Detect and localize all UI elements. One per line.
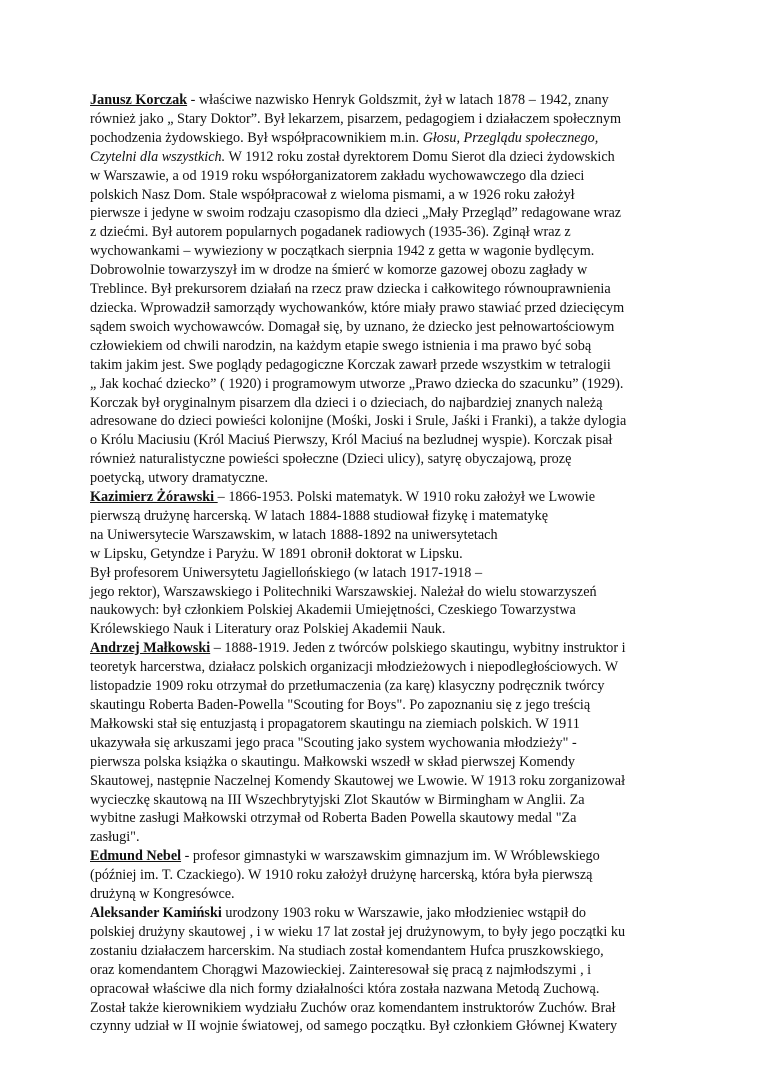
text-line: zostaniu działaczem harcerskim. Na studiach został komendantem Hufca pruszkowskiego,	[90, 942, 604, 959]
text-line: również jako „ Stary Doktor”. Był lekarzem, pisarzem, pedagogiem i działaczem społecznym	[90, 110, 622, 127]
document-page	[90, 91, 672, 1036]
text-line: skautingu Roberta Baden-Powella "Scouting for Boys". Po zapoznaniu się z jego treścią	[90, 697, 591, 713]
text-run: - profesor gimnastyki w warszawskim gimnazjum im. W Wróblewskiego	[181, 848, 600, 865]
text-line	[90, 847, 672, 866]
text-line: wychowankami – wywieziony w początkach sierpnia 1942 z getta w wagonie bydlęcym.	[90, 243, 595, 260]
text-line: wybitne zasługi Małkowski otrzymał od Roberta Baden Powella skautowy medal "Za	[90, 810, 577, 827]
text-line: (później im. T. Czackiego). W 1910 roku założył drużynę harcerską, która była pierwszą	[90, 867, 593, 884]
text-line: Królewskiego Nauk i Literatury oraz Polskiej Akademii Nauk.	[90, 621, 446, 638]
person-name-malkowski: Andrzej Małkowski	[90, 640, 211, 657]
paragraph-kaminski	[90, 904, 672, 1036]
person-name-kaminski: Aleksander Kamiński	[90, 904, 222, 921]
text-line: polskiej drużyny skautowej , i w wieku 17 lat został jej drużynowym, to były jego początki ku	[90, 923, 626, 940]
text-line	[90, 488, 672, 507]
text-line: naukowych: był członkiem Polskiej Akademii Umiejętności, Czeskiego Towarzystwa	[90, 602, 576, 619]
text-line	[90, 91, 672, 110]
text-run: – 1866-1953. Polski matematyk. W 1910 roku założył we Lwowie	[217, 489, 596, 506]
text-line	[90, 129, 672, 148]
text-line: dziecka. Wprowadził samorządy wychowanków, które miały prawo stawiać przed dziecięcym	[90, 299, 625, 316]
paragraph-nebel	[90, 847, 672, 904]
text-run: urodzony 1903 roku w Warszawie, jako młodzieniec wstąpił do	[221, 904, 587, 921]
text-line: pierwsza polska książka o skautingu. Małkowski wszedł w skład pierwszej Komendy	[90, 753, 576, 770]
text-line: polskich Nasz Dom. Stale współpracował z wieloma pismami, a w 1926 roku założył	[90, 186, 575, 203]
paragraph-malkowski	[90, 639, 672, 847]
text-line: oraz komendantem Chorągwi Mazowieckiej. Zainteresował się pracą z najmłodszymi , i	[90, 961, 592, 978]
text-run: W 1912 roku został dyrektorem Domu Sierot dla dzieci żydowskich	[225, 148, 615, 165]
text-line: wycieczkę skautową na III Wszechbrytyjski Zlot Skautów w Birmingham w Anglii. Za	[90, 791, 585, 808]
text-line: ukazywała się arkuszami jego praca "Scouting jako system wychowania młodzieży" -	[90, 734, 577, 751]
text-line: poetycką, utwory dramatyczne.	[90, 470, 269, 487]
paragraph-korczak	[90, 91, 672, 488]
text-line: w Warszawie, a od 1919 roku współorganizatorem zakładu wychowawczego dla dzieci	[90, 167, 585, 184]
text-line: w Lipsku, Getyndze i Paryżu. W 1891 obronił doktorat w Lipsku.	[90, 545, 463, 562]
text-line: opracował właściwe dla nich formy działalności która została nazwana Metodą Zuchową.	[90, 980, 600, 997]
text-line: Był profesorem Uniwersytetu Jagiellońskiego (w latach 1917-1918 –	[90, 564, 483, 581]
text-line: drużyną w Kongresówce.	[90, 886, 235, 903]
text-line: Skautowej, następnie Naczelnej Komendy Skautowej we Lwowie. W 1913 roku zorganizował	[90, 772, 626, 789]
text-line: z dziećmi. Był autorem popularnych pogadanek radiowych (1935-36). Zginął wraz z	[90, 224, 571, 241]
text-line: listopadzie 1909 roku otrzymał do przetłumaczenia (za karę) klasyczny podręcznik twórcy	[90, 678, 605, 695]
text-line: teoretyk harcerstwa, działacz polskich organizacji młodzieżowych i niepodległościowych. W	[90, 659, 619, 676]
text-line: takim jakim jest. Swe poglądy pedagogiczne Korczak zawarł przede wszystkim w tetralogii	[90, 356, 611, 373]
text-line: Dobrowolnie towarzyszył im w drodze na śmierć w komorze gazowej obozu zagłady w	[90, 262, 588, 279]
text-line: na Uniwersytecie Warszawskim, w latach 1888-1892 na uniwersytetach	[90, 526, 498, 543]
text-run: - właściwe nazwisko Henryk Goldszmit, żył w latach 1878 – 1942, znany	[187, 92, 609, 108]
text-line	[90, 639, 672, 658]
person-name-nebel: Edmund Nebel	[90, 848, 182, 865]
text-run: – 1888-1919. Jeden z twórców polskiego skautingu, wybitny instruktor i	[210, 640, 626, 657]
person-name-zorawski: Kazimierz Żórawski	[90, 489, 218, 506]
text-line: o Królu Maciusiu (Król Maciuś Pierwszy, Król Maciuś na bezludnej wyspie). Korczak pisał	[90, 432, 613, 449]
text-line: również naturalistyczne powieści społeczne (Dzieci ulicy), satyrę obyczajową, prozę	[90, 451, 572, 468]
italic-titles: Czytelni dla wszystkich.	[90, 148, 226, 165]
text-line	[90, 904, 672, 923]
italic-titles: Głosu, Przeglądu społecznego,	[422, 129, 599, 146]
text-line: Korczak był oryginalnym pisarzem dla dzieci i o dzieciach, do najbardziej znanych należą	[90, 394, 603, 411]
text-line: pierwsze i jedyne w swoim rodzaju czasopismo dla dzieci „Mały Przegląd” redagowane wraz	[90, 205, 622, 222]
text-line: „ Jak kochać dziecko” ( 1920) i programowym utworze „Prawo dziecka do szacunku” (1929).	[90, 375, 624, 392]
text-line: Został także kierownikiem wydziału Zuchów oraz komendantem instruktorów Zuchów. Brał	[90, 999, 616, 1016]
text-line: Małkowski stał się entuzjastą i propagatorem skautingu na ziemiach polskich. W 1911	[90, 715, 580, 732]
text-line: jego rektor), Warszawskiego i Politechniki Warszawskiej. Należał do wielu stowarzyszeń	[90, 583, 597, 600]
text-line: Treblince. Był prekursorem działań na rzecz praw dziecka i całkowitego równouprawnienia	[90, 281, 611, 298]
text-line: człowiekiem od chwili narodzin, na każdym etapie swego istnienia i ma prawo być sobą	[90, 337, 592, 354]
paragraph-zorawski	[90, 488, 672, 639]
text-run: pochodzenia żydowskiego. Był współpracownikiem m.in.	[90, 129, 423, 146]
text-line: zasługi".	[90, 829, 140, 846]
text-line	[90, 148, 672, 167]
text-line: czynny udział w II wojnie światowej, od samego początku. Był członkiem Głównej Kwatery	[90, 1018, 618, 1035]
person-name-korczak: Janusz Korczak	[90, 92, 188, 108]
text-line: sądem swoich wychowawców. Domagał się, by uznano, że dziecko jest pełnowartościowym	[90, 318, 615, 335]
text-line: pierwszą drużynę harcerską. W latach 1884-1888 studiował fizykę i matematykę	[90, 507, 549, 524]
text-line: adresowane do dzieci powieści kolonijne (Mośki, Joski i Srule, Jaśki i Franki), a także dylogia	[90, 413, 627, 430]
